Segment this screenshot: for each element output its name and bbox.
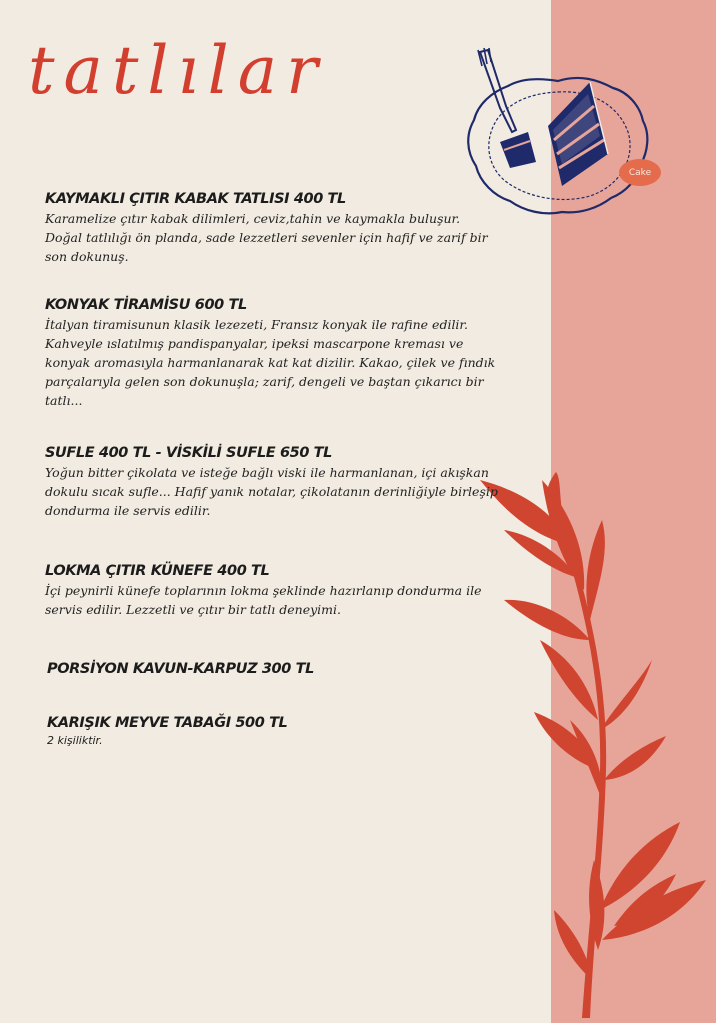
menu-item-kavun-karpuz	[47, 660, 502, 679]
menu-item-konyak-tiramisu	[45, 296, 500, 410]
menu-item-sufle	[45, 444, 500, 520]
menu-item-description: İtalyan tiramisunun klasik lezezeti, Fransız konyak ile rafine edilir. Kahveyle ıslatılmış pandispanyalar, ipeksi mascarpone kreması ve konyak aromasıyla harmanlanarak kat kat dizilir. Kakao, çilek ve fındık parçalarıyla gelen son dokunuşla; zarif, dengeli ve baştan çıkarıcı bir tatlı...	[45, 317, 496, 408]
menu-item-note: 2 kişiliktir.	[47, 734, 103, 747]
menu-item-title: KARIŞIK MEYVE TABAĞI 500 TL	[47, 715, 288, 731]
menu-item-title: LOKMA ÇITIR KÜNEFE 400 TL	[45, 563, 270, 579]
menu-item-description: Yoğun bitter çikolata ve isteğe bağlı viski ile harmanlanan, içi akışkan dokulu sıcak sufle... Hafif yanık notalar, çikolatanın derinliğiyle birleşip dondurma ile servis edilir.	[45, 465, 498, 518]
menu-item-title: SUFLE 400 TL - VİSKİLİ SUFLE 650 TL	[45, 445, 333, 461]
menu-item-title: PORSİYON KAVUN-KARPUZ 300 TL	[47, 661, 314, 677]
menu-item-title: KONYAK TİRAMİSU 600 TL	[45, 297, 247, 313]
menu-item-lokma-kunefe	[45, 562, 500, 619]
leaf-branch-illustration	[470, 470, 716, 1023]
menu-item-description: Karamelize çıtır kabak dilimleri, ceviz,tahin ve kaymakla buluşur. Doğal tatlılığı ön planda, sade lezzetleri sevenler için hafif ve zarif bir son dokunuş.	[45, 211, 488, 264]
menu-item-meyve-tabagi	[47, 714, 502, 749]
menu-item-title: KAYMAKLI ÇITIR KABAK TATLISI 400 TL	[45, 191, 346, 207]
menu-item-kaymakli-kabak	[45, 190, 500, 266]
menu-item-description: İçi peynirli künefe toplarının lokma şeklinde hazırlanıp dondurma ile servis edilir. Lezzetli ve çıtır bir tatlı deneyimi.	[45, 583, 482, 617]
cake-badge: Cake	[619, 159, 661, 186]
page-title: tatlılar	[28, 32, 327, 109]
